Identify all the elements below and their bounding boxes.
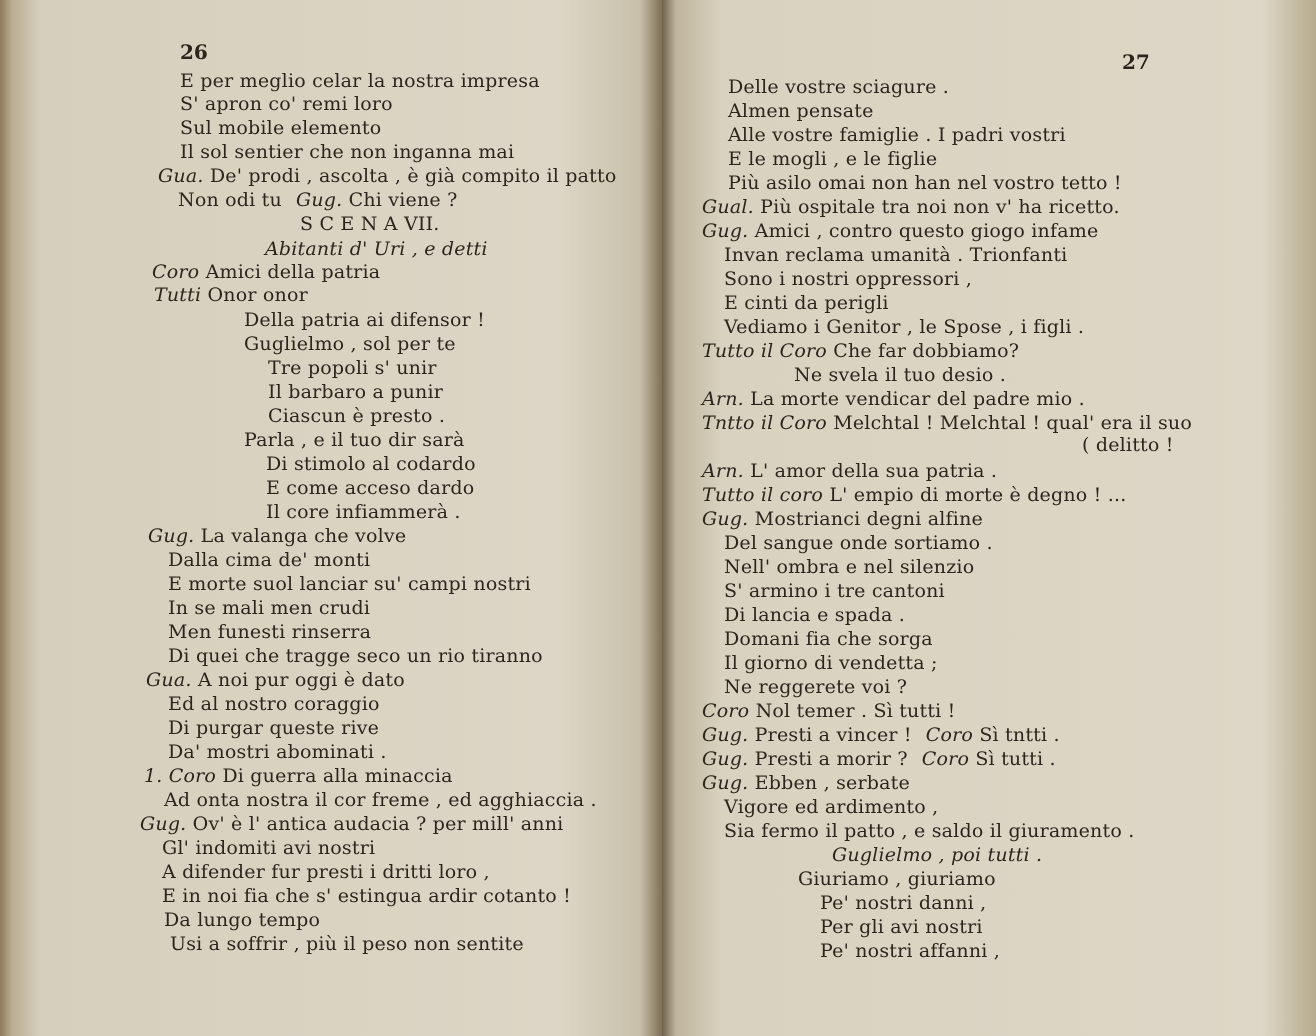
verse-text: Usi a soffrir , più il peso non sentite [170, 933, 524, 955]
text-line [180, 117, 381, 139]
text-line [266, 501, 461, 523]
page-number-right: 27 [1122, 50, 1150, 74]
verse-text: Ed al nostro coraggio [168, 693, 380, 715]
text-line [702, 196, 1120, 218]
verse-text: Chi viene ? [348, 189, 458, 211]
text-line [702, 748, 1056, 770]
verse-text: Il core infiammerà . [266, 501, 461, 523]
speaker-label: Coro [702, 700, 750, 722]
text-line [162, 861, 490, 883]
text-line [702, 700, 956, 722]
verse-text: Tre popoli s' unir [268, 357, 437, 379]
speaker-label: 1. Coro [144, 765, 217, 787]
verse-text: Mostrianci degni alfine [754, 508, 983, 530]
verse-text: Sì tntti . [979, 724, 1060, 746]
text-line [244, 333, 456, 355]
verse-text: E le mogli , e le figlie [728, 148, 938, 170]
text-line [268, 357, 437, 379]
verse-text: E morte suol lanciar su' campi nostri [168, 573, 531, 595]
text-line [820, 940, 1000, 962]
verse-text: L' empio di morte è degno ! ... [829, 484, 1127, 506]
text-line [728, 148, 937, 170]
verse-text: ( delitto ! [1082, 434, 1174, 456]
verse-text: Guglielmo , sol per te [244, 333, 456, 355]
text-line [244, 429, 465, 451]
speaker-label: Arn. [702, 388, 744, 410]
verse-text: Il sol sentier che non inganna mai [180, 141, 515, 163]
speaker-label: Gug. [702, 772, 749, 794]
verse-text: In se mali men crudi [168, 597, 371, 619]
verse-text: Delle vostre sciagure . [728, 76, 950, 98]
text-line [702, 772, 910, 794]
text-line [154, 284, 308, 306]
text-line [728, 100, 874, 122]
text-line [144, 765, 453, 787]
verse-text: Sì tutti . [975, 748, 1056, 770]
verse-text: Amici , contro questo giogo infame [754, 220, 1099, 242]
verse-text: Di stimolo al codardo [266, 453, 476, 475]
verse-text: Gl' indomiti avi nostri [162, 837, 376, 859]
speaker-label: Coro [925, 724, 974, 746]
text-line [168, 717, 379, 739]
verse-text: Vigore ed ardimento , [724, 796, 939, 818]
text-line [724, 820, 1134, 842]
text-line [162, 885, 571, 907]
verse-text: Alle vostre famiglie . I padri vostri [728, 124, 1066, 146]
text-line [724, 580, 945, 602]
text-line [724, 676, 907, 698]
verse-text: Da' mostri abominati . [168, 741, 387, 763]
verse-text: Sia fermo il patto , e saldo il giuramento . [724, 820, 1135, 842]
verse-text: A difender fur presti i dritti loro , [162, 861, 490, 883]
verse-text: S' armino i tre cantoni [724, 580, 945, 602]
verse-text: Per gli avi nostri [820, 916, 983, 938]
verse-text: Ciascun è presto . [268, 405, 446, 427]
speaker-label: Gug. [702, 724, 749, 746]
verse-text: Sono i nostri oppressori , [724, 268, 973, 290]
text-line [152, 261, 380, 283]
text-line [702, 508, 983, 530]
text-line [180, 93, 393, 115]
text-line [702, 724, 1060, 746]
verse-text: Pe' nostri danni , [820, 892, 987, 914]
text-line [158, 165, 616, 187]
right-page [662, 0, 1316, 1036]
text-line [724, 268, 972, 290]
text-line [820, 916, 983, 938]
verse-text: Il barbaro a punir [268, 381, 444, 403]
verse-text: Guglielmo , poi tutti . [832, 844, 1043, 866]
verse-text: Melchtal ! Melchtal ! qual' era il suo [833, 412, 1192, 434]
text-line [820, 892, 986, 914]
text-line [244, 309, 485, 331]
verse-text: Del sangue onde sortiamo . [724, 532, 993, 554]
verse-text: Invan reclama umanità . Trionfanti [724, 244, 1068, 266]
speaker-label: Coro [152, 261, 200, 283]
text-line [164, 909, 320, 931]
text-line [140, 813, 563, 835]
verse-text: Nol temer . Sì tutti ! [755, 700, 956, 722]
text-line [168, 645, 543, 667]
verse-text: Presti a morir ? [754, 748, 908, 770]
text-line [724, 796, 938, 818]
text-line [268, 381, 443, 403]
text-line [728, 76, 949, 98]
text-line [702, 412, 1192, 434]
speaker-label: Gug. [702, 748, 749, 770]
speaker-label: Tntto il Coro [702, 412, 827, 434]
verse-text: Abitanti d' Uri , e detti [265, 238, 488, 260]
text-line [168, 573, 531, 595]
text-line [794, 364, 1006, 386]
verse-text: Di quei che tragge seco un rio tiranno [168, 645, 543, 667]
verse-text: Ebben , serbate [754, 772, 910, 794]
verse-text: Ne reggerete voi ? [724, 676, 908, 698]
verse-text: Ov' è l' antica audacia ? per mill' anni [192, 813, 564, 835]
verse-text: Ad onta nostra il cor freme , ed agghiaccia . [164, 789, 597, 811]
text-line [724, 556, 974, 578]
verse-text: S' apron co' remi loro [180, 93, 393, 115]
text-line [148, 525, 406, 547]
verse-text: De' prodi , ascolta , è già compito il patto [209, 165, 617, 187]
text-line [266, 453, 476, 475]
text-line [170, 933, 524, 955]
verse-text: E cinti da perigli [724, 292, 889, 314]
verse-text: Di purgar queste rive [168, 717, 380, 739]
text-line [168, 597, 370, 619]
text-line [265, 238, 488, 260]
text-line [728, 124, 1066, 146]
verse-text: Di lancia e spada . [724, 604, 905, 626]
verse-text: Il giorno di vendetta ; [724, 652, 938, 674]
text-line [162, 837, 375, 859]
verse-text: Parla , e il tuo dir sarà [244, 429, 465, 451]
page-number-left: 26 [180, 40, 208, 64]
verse-text: La morte vendicar del padre mio . [750, 388, 1085, 410]
text-line [268, 405, 445, 427]
verse-text: A noi pur oggi è dato [197, 669, 405, 691]
text-line [164, 789, 597, 811]
verse-text: Della patria ai difensor ! [244, 309, 485, 331]
text-line [724, 292, 889, 314]
verse-text: Nell' ombra e nel silenzio [724, 556, 975, 578]
verse-text: Di guerra alla minaccia [222, 765, 453, 787]
text-line [180, 70, 540, 92]
speaker-label: Gug. [295, 189, 343, 211]
text-line [724, 628, 933, 650]
text-line [168, 693, 380, 715]
verse-text: S C E N A VII. [300, 213, 440, 235]
text-line [1082, 434, 1174, 456]
verse-text: Più asilo omai non han nel vostro tetto ! [728, 172, 1122, 194]
text-line [168, 741, 387, 763]
text-line [724, 244, 1067, 266]
text-line [702, 340, 1019, 362]
speaker-label: Coro [921, 748, 970, 770]
verse-text: L' amor della sua patria . [750, 460, 998, 482]
verse-text: Men funesti rinserra [168, 621, 372, 643]
speaker-label: Tutto il coro [702, 484, 824, 506]
speaker-label: Gual. [702, 196, 754, 218]
text-line [724, 316, 1084, 338]
verse-text: Da lungo tempo [164, 909, 321, 931]
speaker-label: Gua. [158, 165, 204, 187]
text-line [300, 213, 440, 235]
text-line [798, 868, 996, 890]
verse-text: Dalla cima de' monti [168, 549, 371, 571]
verse-text: Vediamo i Genitor , le Spose , i figli . [724, 316, 1085, 338]
text-line [178, 189, 457, 211]
verse-text: E per meglio celar la nostra impresa [180, 70, 540, 92]
verse-text: Ne svela il tuo desio . [794, 364, 1006, 386]
verse-text: La valanga che volve [200, 525, 407, 547]
verse-text: Amici della patria [205, 261, 381, 283]
text-line [168, 621, 371, 643]
text-line [702, 460, 997, 482]
speaker-label: Gug. [702, 220, 749, 242]
verse-text: Pe' nostri affanni , [820, 940, 1001, 962]
verse-text: Più ospitale tra noi non v' ha ricetto. [760, 196, 1120, 218]
text-line [266, 477, 474, 499]
text-line [728, 172, 1122, 194]
speaker-label: Arn. [702, 460, 744, 482]
verse-text: E come acceso dardo [266, 477, 475, 499]
verse-text: Onor onor [207, 284, 308, 306]
verse-text: Non odi tu [178, 189, 282, 211]
verse-text: Almen pensate [728, 100, 874, 122]
text-line [702, 220, 1098, 242]
verse-text: Domani fia che sorga [724, 628, 933, 650]
speaker-label: Gug. [148, 525, 195, 547]
verse-text: Presti a vincer ! [754, 724, 912, 746]
speaker-label: Tutti [154, 284, 202, 306]
text-line [168, 549, 370, 571]
text-line [832, 844, 1042, 866]
verse-text: Che far dobbiamo? [833, 340, 1020, 362]
text-line [724, 604, 905, 626]
speaker-label: Gua. [146, 669, 192, 691]
verse-text: E in noi fia che s' estingua ardir cotanto ! [162, 885, 572, 907]
speaker-label: Gug. [702, 508, 749, 530]
text-line [180, 141, 514, 163]
text-line [724, 652, 938, 674]
speaker-label: Tutto il Coro [702, 340, 827, 362]
speaker-label: Gug. [140, 813, 187, 835]
text-line [146, 669, 405, 691]
text-line [702, 484, 1126, 506]
text-line [702, 388, 1085, 410]
verse-text: Sul mobile elemento [180, 117, 382, 139]
verse-text: Giuriamo , giuriamo [798, 868, 996, 890]
text-line [724, 532, 993, 554]
